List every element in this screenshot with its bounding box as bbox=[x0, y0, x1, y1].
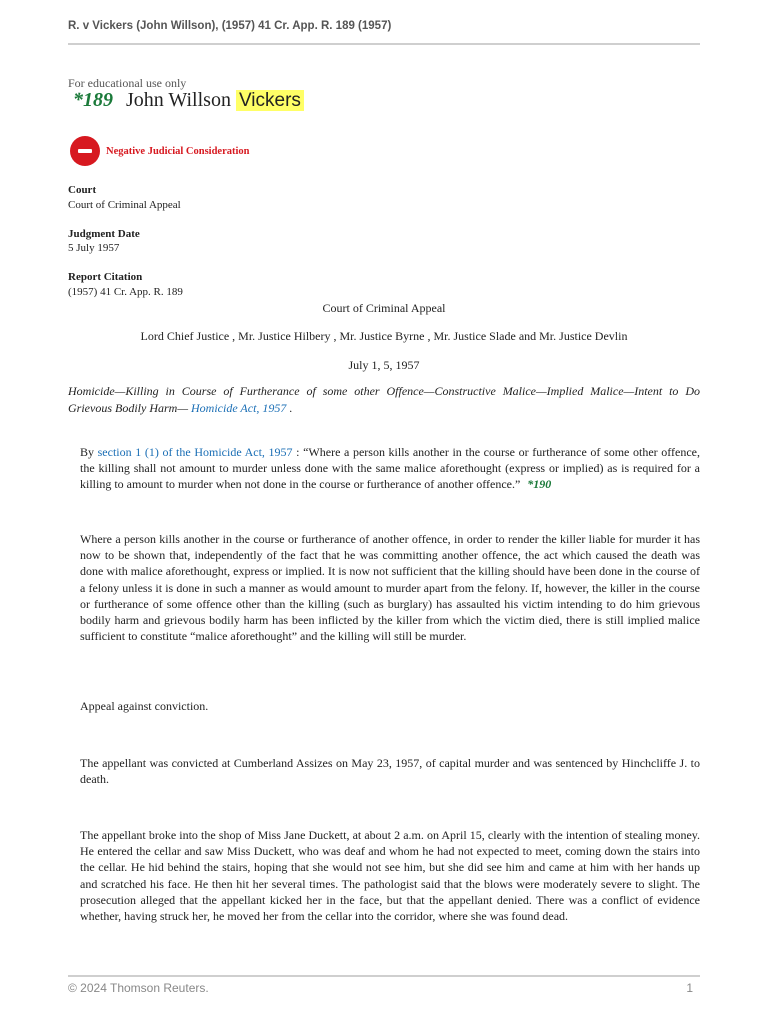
court-label: Court bbox=[68, 184, 97, 196]
homicide-act-link[interactable]: Homicide Act, 1957 bbox=[191, 400, 287, 415]
judgment-date-value: 5 July 1957 bbox=[68, 242, 120, 254]
negative-treatment-icon bbox=[70, 136, 100, 166]
page-number: 1 bbox=[686, 981, 693, 995]
status-badge[interactable] bbox=[70, 136, 250, 166]
document-header: R. v Vickers (John Willson), (1957) 41 Cr. App. R. 189 (1957) bbox=[68, 20, 392, 32]
facts-paragraph: The appellant broke into the shop of Miss Jane Duckett, at about 2 a.m. on April 15, clearly with the intention of stealing money. He entered the cellar and saw Miss Duckett, who was deaf and whom he had not expected to meet, coming down the stairs into the cellar. He hid behind the stairs, hoping that she would not see him, but she did see him and came at him with her hands up and scratched his face. He then hit her several times. The pathologist said that the blows were moderately severe to slight. The prosecution alleged that the appellant kicked her in the face, but that the appellant denied. There was a conflict of evidence whether, having struck her, he moved her from the cellar into the corridor, where she was found dead. bbox=[80, 828, 700, 924]
status-label: Negative Judicial Consideration bbox=[106, 145, 250, 157]
section-link[interactable]: section 1 (1) of the Homicide Act, 1957 bbox=[97, 445, 293, 459]
catchwords-text: Homicide—Killing in Course of Furtherance of some other Offence—Constructive Malice—Implied Malice—Intent to Do Grievous Bodily Harm— bbox=[68, 384, 700, 415]
p1-prefix: By bbox=[80, 445, 98, 459]
catchwords-end: . bbox=[286, 400, 293, 415]
hearing-dates: July 1, 5, 1957 bbox=[348, 358, 420, 372]
copyright-notice: © 2024 Thomson Reuters. bbox=[68, 981, 209, 995]
p1-text: : “Where a person kills another in the course or furtherance of some other offence, the killing shall not amount to murder unless done with the same malice aforethought (express or implied) as is required for a killing to amount to murder when not done in the course or furtherance of another offence.” bbox=[80, 445, 701, 492]
report-citation-label: Report Citation bbox=[68, 271, 143, 283]
headnote-paragraph-1 bbox=[80, 444, 700, 493]
court-value: Court of Criminal Appeal bbox=[68, 199, 181, 211]
conviction-paragraph: The appellant was convicted at Cumberland Assizes on May 23, 1957, of capital murder and was sentenced by Hinchcliffe J. to death. bbox=[80, 756, 700, 787]
judges-line: Lord Chief Justice , Mr. Justice Hilbery , Mr. Justice Byrne , Mr. Justice Slade and Mr. Justice Devlin bbox=[140, 329, 628, 343]
court-heading: Court of Criminal Appeal bbox=[322, 301, 446, 315]
judgment-date-label: Judgment Date bbox=[68, 228, 140, 240]
headnote-paragraph-2: Where a person kills another in the course or furtherance of another offence, in order to render the killer liable for murder it has now to be shown that, independently of the fact that he was committing another offence, the act which caused the death was done with malice aforethought, express or implied. It is now not sufficient that the killing should have been done in the course of a felony unless it is done in such a manner as would amount to murder apart from the felony. If, however, the killer in the course or furtherance of some offence other than the killing (such as burglary) has assaulted his victim intending to do him grievous bodily harm and grievous bodily harm has been inflicted by the killer from which the victim died, there is still implied malice sufficient to constitute “malice aforethought” and the killing will still be murder. bbox=[80, 532, 700, 644]
title-highlighted-name: Vickers bbox=[236, 90, 304, 111]
educational-use-notice: For educational use only bbox=[68, 76, 187, 90]
star-page-marker-190: *190 bbox=[527, 477, 552, 492]
appeal-line: Appeal against conviction. bbox=[80, 699, 209, 713]
document-title bbox=[73, 89, 304, 112]
footer-divider bbox=[68, 975, 700, 977]
catchwords-summary bbox=[68, 383, 700, 416]
report-citation-value: (1957) 41 Cr. App. R. 189 bbox=[68, 286, 183, 298]
title-name: John Willson bbox=[126, 89, 231, 111]
star-page-marker: *189 bbox=[73, 89, 113, 111]
header-divider bbox=[68, 43, 700, 45]
